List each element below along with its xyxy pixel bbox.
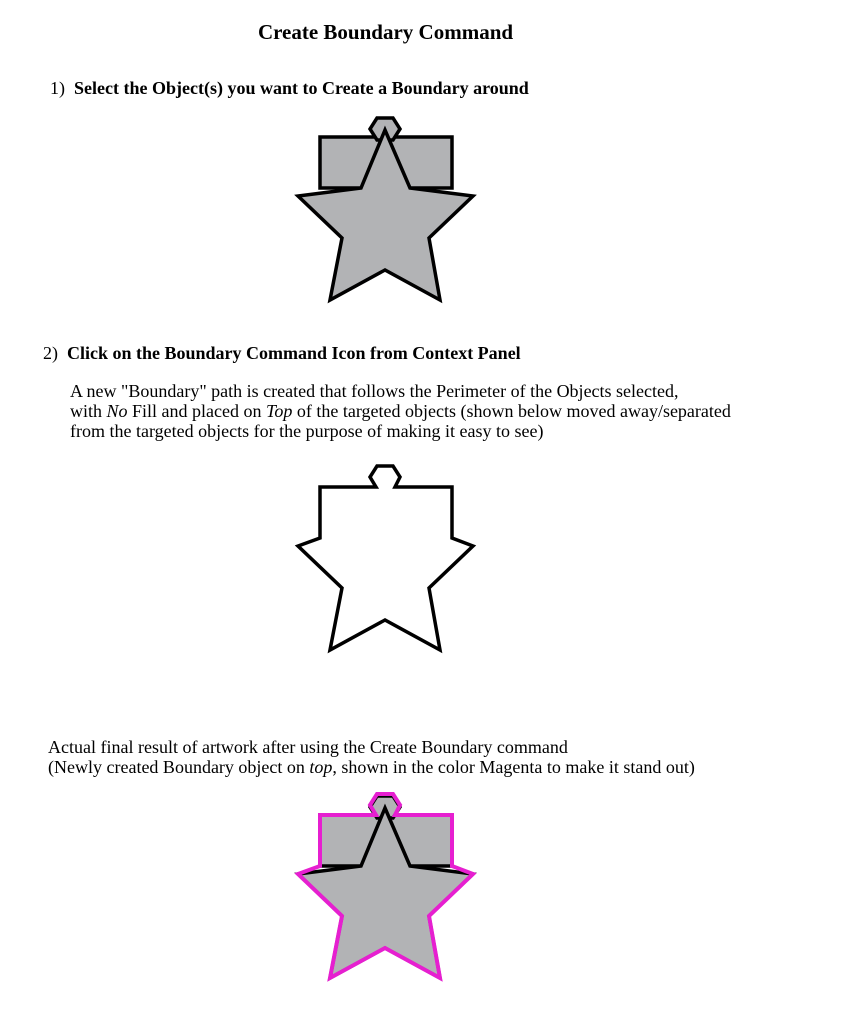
final-line-1: Actual final result of artwork after using the Create Boundary command	[48, 737, 568, 757]
final-line-2-part-a: (Newly created Boundary object on	[48, 757, 310, 777]
description-line-2-part-c: of the targeted objects (shown below moved away/separated	[292, 401, 731, 421]
step-1-number: 1)	[50, 78, 65, 98]
step-2-number: 2)	[43, 343, 58, 363]
figure-boundary-path	[290, 460, 490, 660]
step-1-text: Select the Object(s) you want to Create a Boundary around	[74, 78, 529, 98]
boundary-outline-shape	[298, 466, 473, 650]
step-2	[43, 342, 521, 364]
description-line-2	[70, 401, 731, 421]
description-line-2-part-a: with	[70, 401, 107, 421]
final-result-description	[48, 737, 695, 777]
emphasis-top: Top	[266, 401, 293, 421]
description-line-2-part-b: Fill and placed on	[127, 401, 267, 421]
step-2-text: Click on the Boundary Command Icon from Context Panel	[67, 343, 521, 363]
step-1	[50, 77, 529, 99]
emphasis-no: No	[106, 401, 128, 421]
emphasis-top-final: top	[309, 757, 333, 777]
description-line-3: from the targeted objects for the purpose of making it easy to see)	[70, 421, 544, 441]
figure-selected-objects	[290, 110, 490, 310]
figure-final-result	[290, 788, 490, 988]
final-line-2	[48, 757, 695, 777]
boundary-description	[70, 381, 731, 441]
description-line-1: A new "Boundary" path is created that follows the Perimeter of the Objects selected,	[70, 381, 679, 401]
page-title: Create Boundary Command	[257, 20, 514, 44]
final-line-2-part-b: , shown in the color Magenta to make it stand out)	[332, 757, 695, 777]
